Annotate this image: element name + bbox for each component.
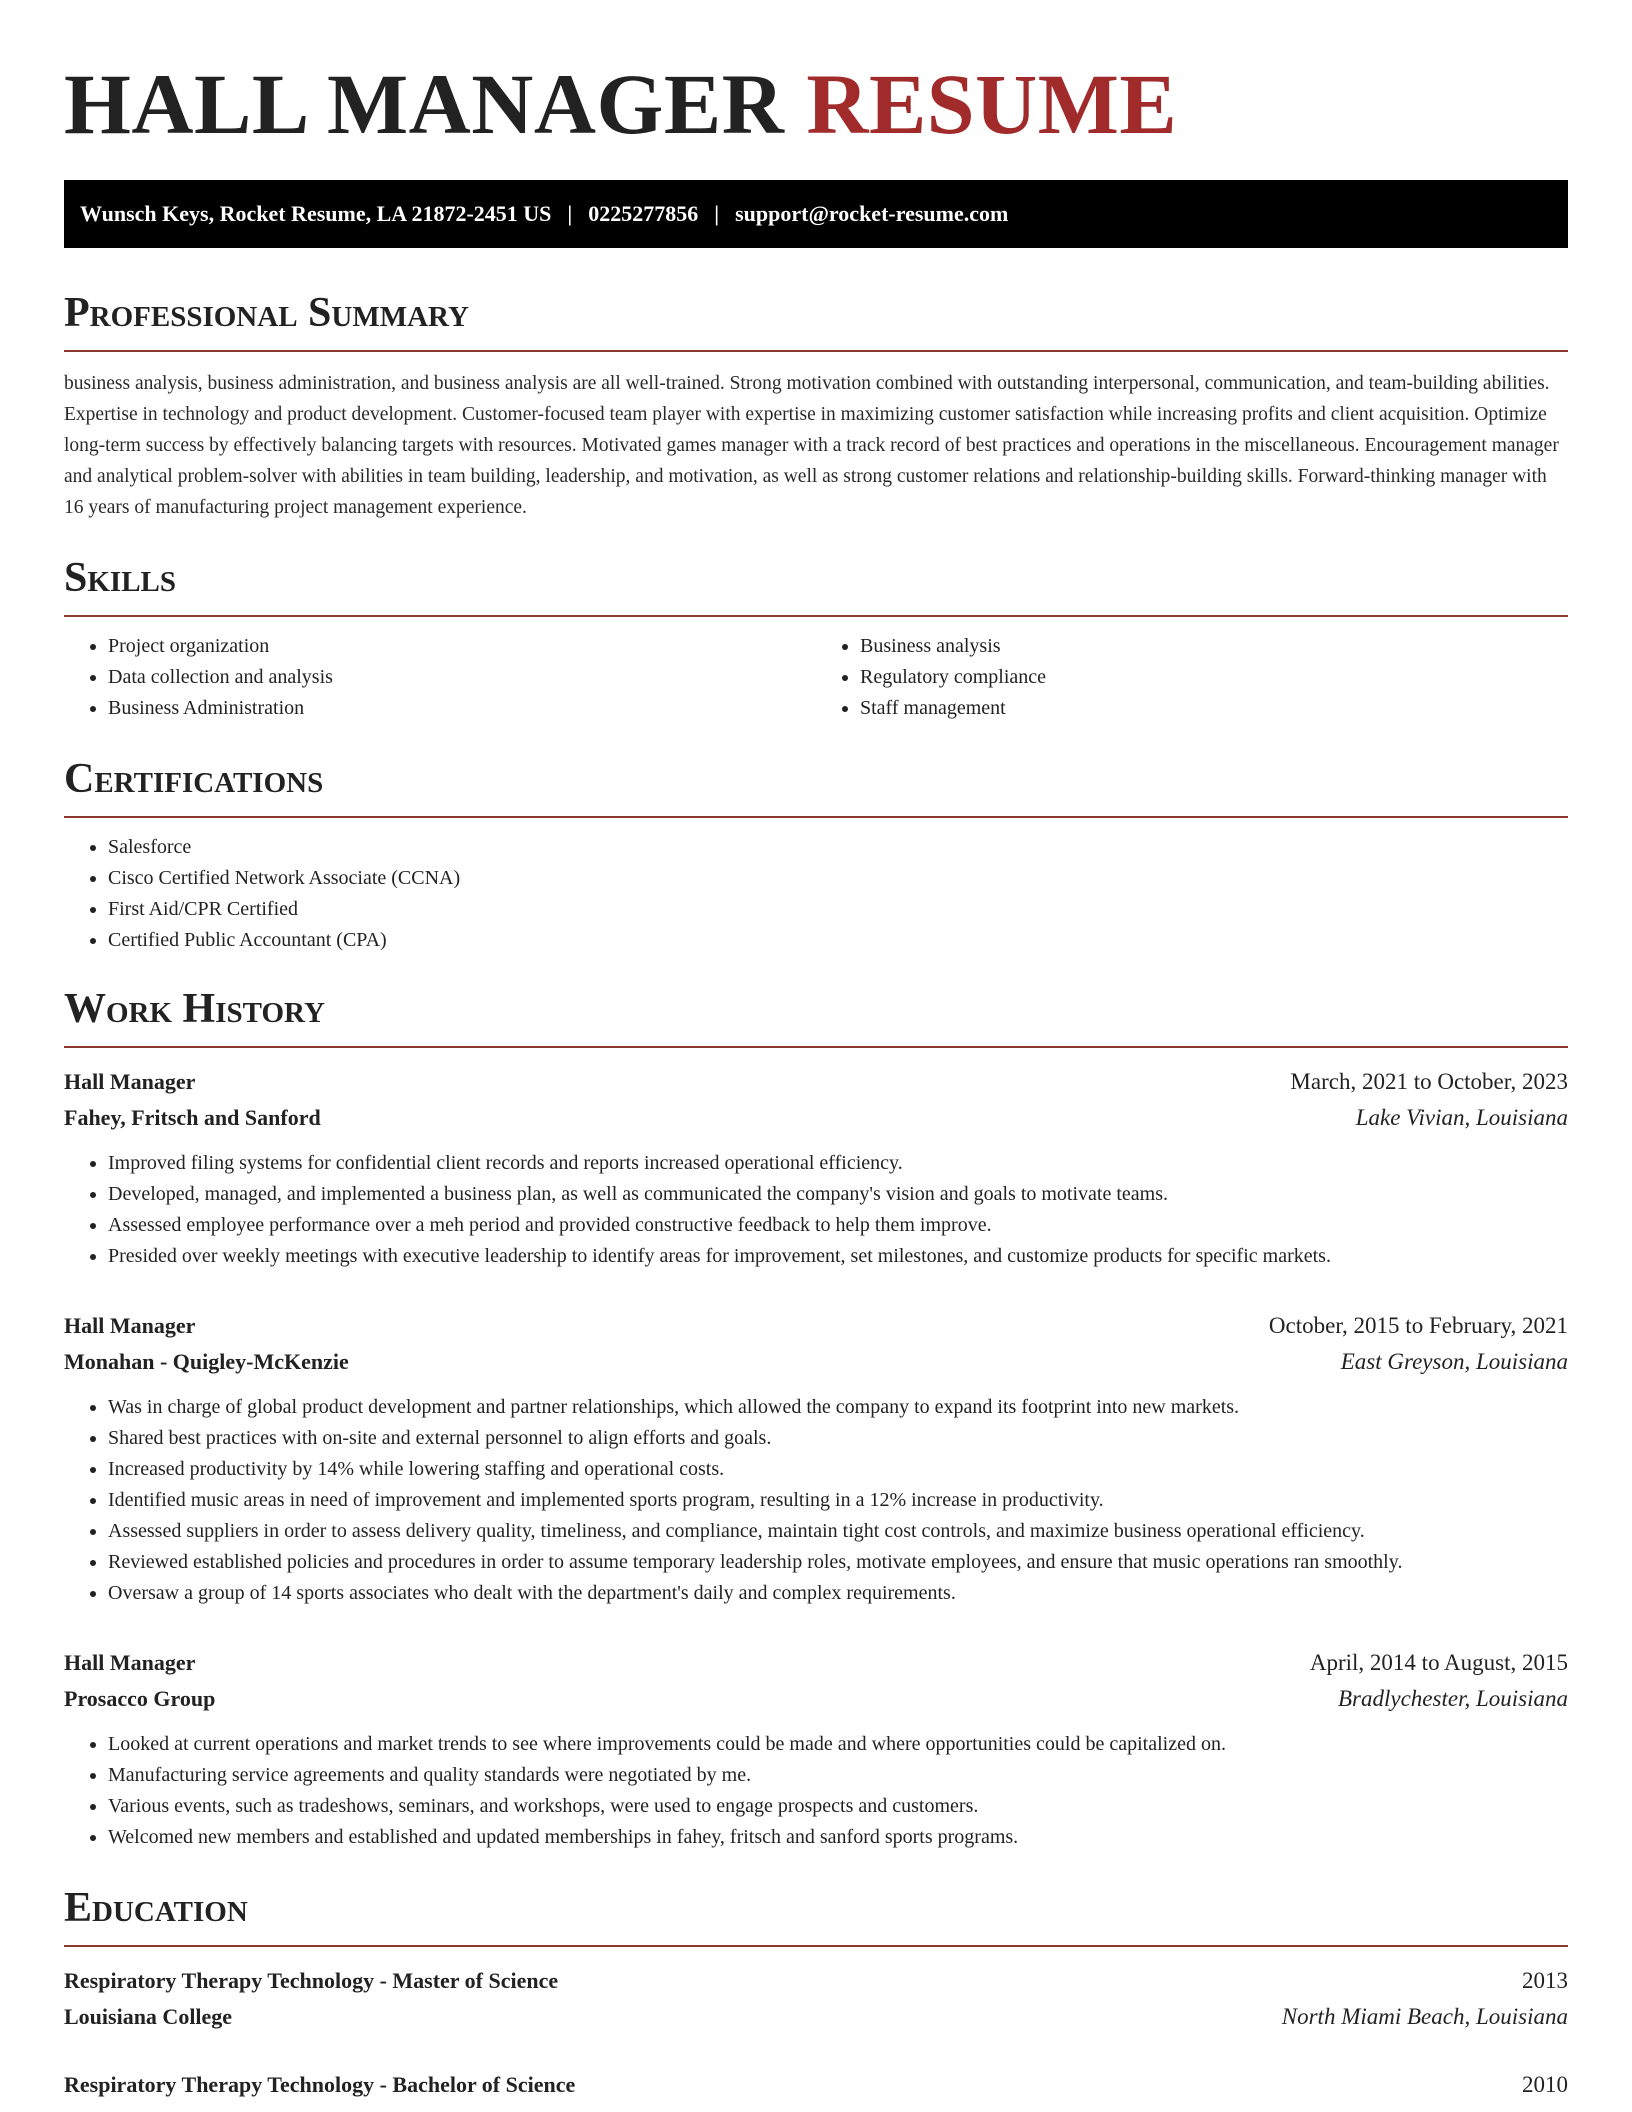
job-header-row [64,1064,1568,1100]
job-bullet: • Shared best practices with on-site and external personnel to align efforts and goals. [108,1423,1568,1454]
job-bullets [64,1148,1568,1272]
certification-item: • First Aid/CPR Certified [108,894,1568,925]
job-bullet: • Reviewed established policies and procedures in order to assume temporary leadership roles, motivate employees, and ensure that music operations ran smoothly. [108,1547,1568,1578]
certification-item: • Salesforce [108,832,1568,863]
skill-item: • Business analysis [860,631,1568,662]
job-title: Hall Manager [64,1650,196,1675]
job-company: Fahey, Fritsch and Sanford [64,1105,321,1130]
job-bullet: • Assessed suppliers in order to assess delivery quality, timeliness, and compliance, maintain tight cost controls, and maximize business operational efficiency. [108,1516,1568,1547]
certifications-section [64,754,1568,956]
skill-item: • Business Administration [108,693,816,724]
certification-item: • Cisco Certified Network Associate (CCNA) [108,863,1568,894]
education-entry [64,1963,1568,2035]
job-header-row [64,1308,1568,1344]
job-bullet: • Manufacturing service agreements and quality standards were negotiated by me. [108,1760,1568,1791]
education-section [64,1883,1568,2103]
skills-columns [64,617,1568,724]
job-title: Hall Manager [64,1313,196,1338]
work-history-section [64,984,1568,1853]
job-bullet: • Developed, managed, and implemented a business plan, as well as communicated the company's vision and goals to motivate teams. [108,1179,1568,1210]
job-bullets [64,1729,1568,1853]
job-dates: April, 2014 to August, 2015 [1309,1650,1568,1675]
job-dates: March, 2021 to October, 2023 [1290,1069,1568,1094]
education-school: Louisiana College [64,2004,233,2029]
job-bullet: • Presided over weekly meetings with executive leadership to identify areas for improvement, set milestones, and customize products for specific markets. [108,1241,1568,1272]
education-degree: Respiratory Therapy Technology - Bachelor of Science [64,2072,576,2097]
job-header-row [64,1645,1568,1681]
job-bullet: • Oversaw a group of 14 sports associates who dealt with the department's daily and complex requirements. [108,1578,1568,1609]
job-bullets [64,1392,1568,1609]
job-bullet: • Was in charge of global product development and partner relationships, which allowed the company to expand its footprint into new markets. [108,1392,1568,1423]
title-accent: RESUME [806,56,1178,152]
job-bullet: • Assessed employee performance over a meh period and provided constructive feedback to help them improve. [108,1210,1568,1241]
contact-email[interactable]: support@rocket-resume.com [735,201,1009,226]
skill-item: • Staff management [860,693,1568,724]
job-bullet: • Identified music areas in need of improvement and implemented sports program, resulting in a 12% increase in productivity. [108,1485,1568,1516]
education-degree: Respiratory Therapy Technology - Master of Science [64,1968,559,1993]
job-bullet: • Increased productivity by 14% while lowering staffing and operational costs. [108,1454,1568,1485]
job-company: Prosacco Group [64,1686,216,1711]
certification-item: • Certified Public Accountant (CPA) [108,925,1568,956]
job-location: East Greyson, Louisiana [1340,1349,1568,1374]
job-location: Lake Vivian, Louisiana [1355,1105,1568,1130]
skills-section [64,553,1568,724]
contact-bar [64,180,1568,248]
summary-text: business analysis, business administration, and business analysis are all well-trained. Strong motivation combined with outstanding interpersonal, communication, and team-building abilities. Expertise in technology and product development. Customer-focused team player with expertise in maximizing customer satisfaction while increasing profits and client acquisition. Optimize long-term success by effectively balancing targets with resources. Motivated games manager with a track record of best practices and operations in the miscellaneous. Encouragement manager and analytical problem-solver with abilities in team building, leadership, and motivation, as well as strong customer relations and relationship-building skills. Forward-thinking manager with 16 years of manufacturing project management experience. [64,373,1559,518]
education-entry [64,2067,1568,2103]
contact-separator: | [567,201,573,226]
contact-phone[interactable]: 0225277856 [588,201,699,226]
contact-address: Wunsch Keys, Rocket Resume, LA 21872-2451 US [80,201,552,226]
title-main: HALL MANAGER [64,56,785,152]
job-title: Hall Manager [64,1069,196,1094]
skills-list-left [64,631,816,724]
section-heading: Education [64,1883,1568,1947]
skill-item: • Data collection and analysis [108,662,816,693]
job-bullet: • Improved filing systems for confidential client records and reports increased operational efficiency. [108,1148,1568,1179]
certifications-list [64,832,1568,956]
education-year: 2010 [1522,2072,1568,2097]
job-entry [64,1308,1568,1609]
contact-separator: | [714,201,720,226]
job-location: Bradlychester, Louisiana [1338,1686,1568,1711]
job-bullet: • Looked at current operations and market trends to see where improvements could be made and where opportunities could be capitalized on. [108,1729,1568,1760]
section-heading: Certifications [64,754,1568,818]
education-school-row [64,1999,1568,2035]
section-heading: Skills [64,553,1568,617]
skill-item: • Regulatory compliance [860,662,1568,693]
section-heading: Professional Summary [64,288,1568,352]
job-company-row [64,1100,1568,1136]
job-entry [64,1645,1568,1853]
education-year: 2013 [1522,1968,1568,1993]
job-dates: October, 2015 to February, 2021 [1268,1313,1568,1338]
skill-item: • Project organization [108,631,816,662]
job-company-row [64,1681,1568,1717]
job-company-row [64,1344,1568,1380]
job-entry [64,1064,1568,1272]
education-location: North Miami Beach, Louisiana [1281,2004,1568,2029]
job-bullet: • Welcomed new members and established and updated memberships in fahey, fritsch and sanford sports programs. [108,1822,1568,1853]
education-degree-row [64,1963,1568,1999]
job-company: Monahan - Quigley-McKenzie [64,1349,349,1374]
resume-title [64,0,1568,150]
summary-section [64,288,1568,523]
education-degree-row [64,2067,1568,2103]
skills-list-right [816,631,1568,724]
job-bullet: • Various events, such as tradeshows, seminars, and workshops, were used to engage prospects and customers. [108,1791,1568,1822]
section-heading: Work History [64,984,1568,1048]
